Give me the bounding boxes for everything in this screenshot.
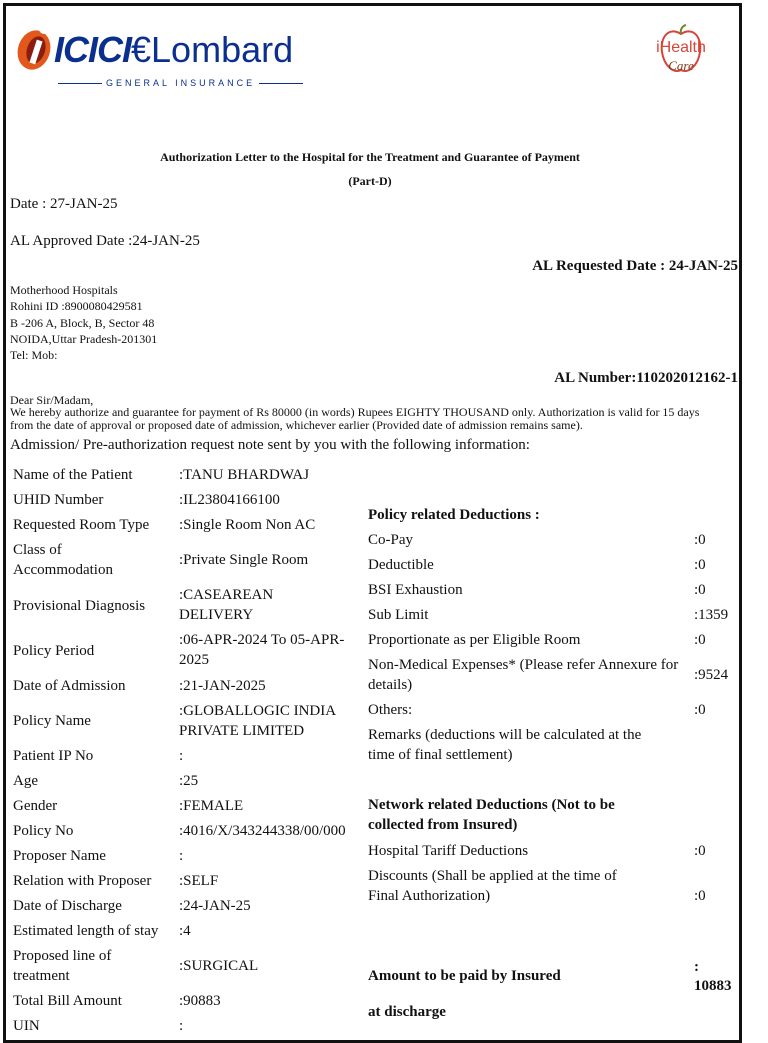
care-text: Care xyxy=(668,58,694,73)
deduction-value: :1359 xyxy=(694,607,729,623)
letter-title: Authorization Letter to the Hospital for the Treatment and Guarantee of Payment xyxy=(160,150,580,164)
patient-label: Name of the Patient xyxy=(13,467,133,483)
patient-value: :24-JAN-25 xyxy=(179,898,251,914)
amount-insured-value: 10883 xyxy=(694,978,732,994)
deduction-value: :0 xyxy=(694,888,706,904)
deduction-label: Hospital Tariff Deductions xyxy=(368,843,529,859)
al-approved-date: AL Approved Date :24-JAN-25 xyxy=(10,233,200,249)
patient-label: UHID Number xyxy=(13,492,104,508)
deduction-value: :0 xyxy=(694,632,706,648)
patient-value: :06-APR-2024 To 05-APR-2025 xyxy=(179,632,345,668)
patient-label: Policy No xyxy=(13,823,74,839)
deduction-label: Discounts (Shall be applied at the time of Final Authorization) xyxy=(368,868,617,904)
deduction-label: BSI Exhaustion xyxy=(368,582,463,598)
letter-date: Date : 27-JAN-25 xyxy=(10,196,118,212)
patient-label: Date of Admission xyxy=(13,678,126,694)
patient-value: :4 xyxy=(179,923,191,939)
patient-label: Age xyxy=(13,773,38,789)
patient-value: :SELF xyxy=(179,873,219,889)
authorization-body: We hereby authorize and guarantee for payment of Rs 80000 (in words) Rupees EIGHTY THOUSAND only. Authorization is valid for 15 days from the date of approval or proposed date of admission, whichever earlier (Provided date of admission remains same). xyxy=(10,405,700,432)
deduction-label: Deductible xyxy=(368,557,434,573)
patient-value: :25 xyxy=(179,773,199,789)
letter-part: (Part-D) xyxy=(348,174,392,188)
patient-value: :90883 xyxy=(179,993,221,1009)
hospital-address-1: B -206 A, Block, B, Sector 48 xyxy=(10,316,155,330)
patient-label: Patient IP No xyxy=(13,748,94,764)
patient-label: Policy Period xyxy=(13,643,95,659)
patient-label: Relation with Proposer xyxy=(13,873,152,889)
patient-label: Class of Accommodation xyxy=(13,542,113,578)
intro-text: Admission/ Pre-authorization request note sent by you with the following information: xyxy=(10,437,530,453)
deduction-label: Proportionate as per Eligible Room xyxy=(368,632,581,648)
policy-deductions-heading: Policy related Deductions : xyxy=(368,507,540,523)
hospital-address-2: NOIDA,Uttar Pradesh-201301 xyxy=(10,332,158,346)
amount-insured-colon: : xyxy=(694,959,699,975)
patient-label: Proposed line of treatment xyxy=(13,948,112,984)
deduction-value: :0 xyxy=(694,702,706,718)
remarks-text: Remarks (deductions will be calculated at the time of final settlement) xyxy=(368,727,642,763)
amount-insured-label: Amount to be paid by Insured xyxy=(368,968,561,984)
patient-value: :Single Room Non AC xyxy=(179,517,316,533)
deduction-value: :9524 xyxy=(694,667,729,683)
hospital-rohini-id: Rohini ID :8900080429581 xyxy=(10,299,143,313)
patient-value: :Private Single Room xyxy=(179,552,309,568)
patient-label: Requested Room Type xyxy=(13,517,150,533)
deduction-value: :0 xyxy=(694,557,706,573)
ihealth-care-logo xyxy=(648,24,714,82)
deduction-label: Co-Pay xyxy=(368,532,413,548)
patient-value: :SURGICAL xyxy=(179,958,259,974)
deduction-value: :0 xyxy=(694,532,706,548)
amount-insured-label-2: at discharge xyxy=(368,1004,446,1020)
deduction-label: Others: xyxy=(368,702,413,718)
salutation: Dear Sir/Madam, xyxy=(10,393,94,407)
icici-i-icon xyxy=(14,20,58,72)
hospital-name: Motherhood Hospitals xyxy=(10,283,118,297)
patient-value: :IL23804166100 xyxy=(179,492,280,508)
patient-label: Estimated length of stay xyxy=(13,923,159,939)
logo-tagline: GENERAL INSURANCE xyxy=(54,78,307,88)
patient-label: Proposer Name xyxy=(13,848,106,864)
logo-wordmark: ICICI€Lombard xyxy=(54,29,294,70)
deduction-label: Non-Medical Expenses* (Please refer Annexure for details) xyxy=(368,657,679,693)
patient-label: Policy Name xyxy=(13,713,91,729)
deduction-value: :0 xyxy=(694,843,706,859)
hospital-tel: Tel: Mob: xyxy=(10,348,58,362)
patient-value: :CASEAREAN DELIVERY xyxy=(179,587,274,623)
patient-value: :GLOBALLOGIC INDIA PRIVATE LIMITED xyxy=(179,703,336,739)
network-deductions-heading: Network related Deductions (Not to be collected from Insured) xyxy=(368,797,615,833)
al-requested-date: AL Requested Date : 24-JAN-25 xyxy=(532,258,738,274)
patient-value: :21-JAN-2025 xyxy=(179,678,266,694)
ihealth-text: iHealth xyxy=(656,39,706,56)
deduction-label: Sub Limit xyxy=(368,607,429,623)
patient-label: Provisional Diagnosis xyxy=(13,598,146,614)
patient-value: : xyxy=(179,848,184,864)
patient-label: UIN xyxy=(13,1018,40,1034)
patient-value: :FEMALE xyxy=(179,798,244,814)
patient-label: Date of Discharge xyxy=(13,898,122,914)
patient-value: :4016/X/343244338/00/000 xyxy=(179,823,346,839)
patient-label: Gender xyxy=(13,798,58,814)
patient-value: : xyxy=(179,1018,184,1034)
patient-value: : xyxy=(179,748,184,764)
deduction-value: :0 xyxy=(694,582,706,598)
patient-label: Total Bill Amount xyxy=(13,993,122,1009)
patient-value: :TANU BHARDWAJ xyxy=(179,467,310,483)
al-number: AL Number:110202012162-1 xyxy=(554,370,738,386)
